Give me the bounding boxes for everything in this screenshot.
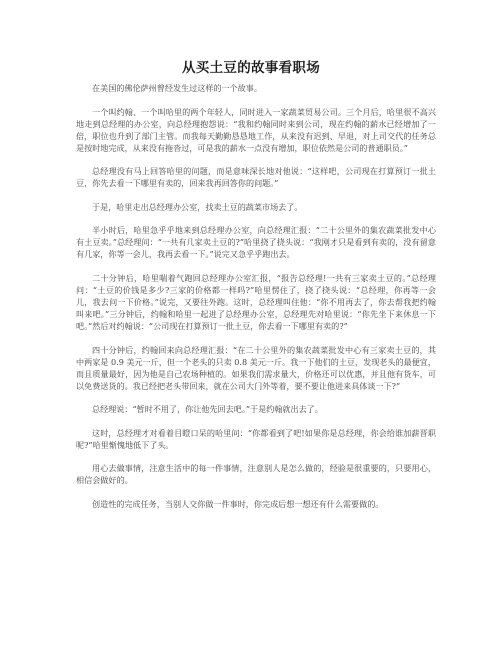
document-body	[76, 82, 436, 522]
paragraph-manager-dismiss: 总经理说：“暂时不用了，你让他先回去吧。”于是约翰就出去了。	[92, 404, 323, 415]
document-title: 从买土豆的故事看职场	[182, 60, 320, 76]
paragraph-manager-task: 总经理没有马上回答哈里的问题，而是意味深长地对他说：“这样吧，公司现在打算预订一批土豆，你先去看一下哪里有卖的，回来我再回答你的问题。”	[76, 166, 436, 189]
paragraph-john-report: 四十分钟后，约翰回来向总经理汇报：“在二十公里外的集农蔬菜批发中心有三家卖土豆的，其中两家是 0.9 美元一斤，但一个老头的只卖 0.8 美元一斤。我一下他们的土豆，发现老头的最便宜，而且质量最好，因为他是自己农场种植的。如果我们需求量大，价格还可以优惠，并且他有货车，可以免费送货的。我已经把老头带回来，就在公司大门外等着，要不要让他进来具体谈一下?”	[76, 344, 436, 391]
paragraph-intro: 在美国的佛伦萨州曾经发生过这样的一个故事。	[92, 83, 262, 93]
paragraph-harry-first-report: 半小时后，哈里急乎乎地来到总经理办公室，向总经理汇报：“二十公里外的集农蔬菜批发中心有土豆卖。”总经理问：“一共有几家卖土豆的?”哈里挠了挠头说：“我刚才只是看到有卖的，没有留意有几家，你等一会儿，我再去看一下。”说完又急乎乎跑出去。	[76, 225, 436, 260]
paragraph-harry-leaves: 于是，哈里走出总经理办公室，找卖土豆的蔬菜市场去了。	[92, 201, 303, 212]
paragraph-harry-complaint: 一个叫约翰、一个叫哈里的两个年轻人，同时进入一家蔬菜贸易公司。三个月后，哈里很不高兴地走到总经理的办公室，向总经理抱怨说：“我和约翰同时来到公司，现在约翰的薪水已经增加了一倍，职位也升到了部门主管。而我每天勤勤恳恳地工作，从来没有迟到、早退，对上司交代的任务总是按时地完成，从来没有拖沓过，可是我的薪水一点没有增加，职位依然是公司的普通职员。”	[76, 106, 436, 153]
paragraph-lesson-1: 用心去做事情，注意生活中的每一件事情，注意别人是怎么做的，经验是很重要的，只要用心，相信会做好的。	[76, 463, 436, 486]
paragraph-harry-second-report: 二十分钟后，哈里喘着气跑回总经理办公室汇报，“报告总经理!一共有三家卖土豆的。”总经理问：“土豆的价钱是多少?三家的价格都一样吗?”哈里愣住了，挠了挠头说：“总经理，你再等一会儿，我去问一下价格。”说完，又要往外跑。这时，总经理叫住他：“你不用再去了，你去帮我把约翰叫来吧。”三分钟后，约翰和哈里一起进了总经理办公室，总经理先对哈里说：“你先坐下来休息一下吧。”然后对约翰说：“公司现在打算预订一批土豆，你去看一下哪里有卖的?”	[76, 272, 436, 331]
paragraph-manager-question: 这时，总经理才对看着目瞪口呆的哈里问：“你都看到了吧!如果你是总经理，你会给谁加薪晋职呢?”哈里惭愧地低下了头。	[76, 427, 436, 450]
paragraph-lesson-2: 创造性的完成任务，当别人交你做一件事时，你完成后想一想还有什么需要做的。	[92, 498, 384, 509]
